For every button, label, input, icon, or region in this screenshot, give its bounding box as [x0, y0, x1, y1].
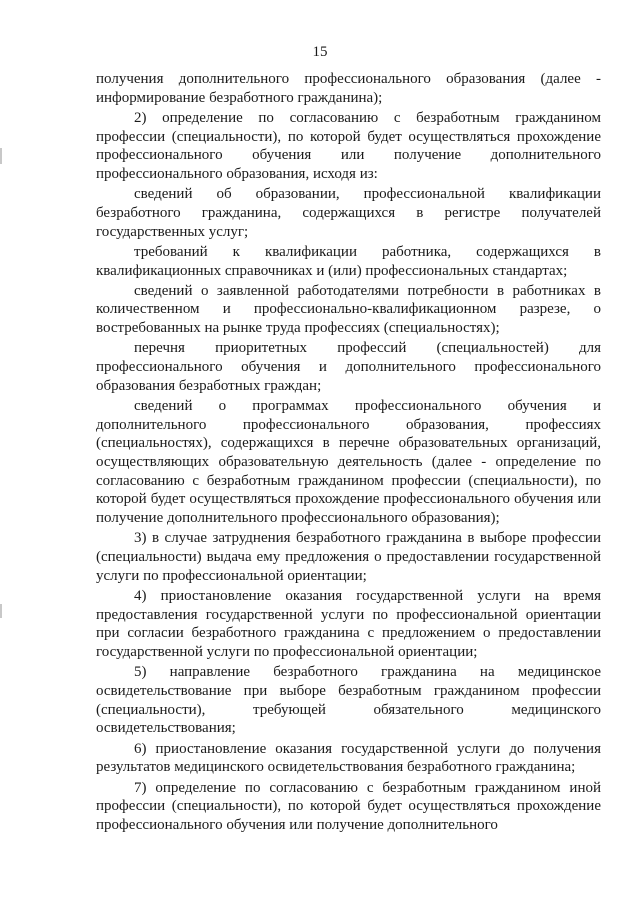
- paragraph-item-4: 4) приостановление оказания государственной услуги на время предоставления государственной услуги по профессиональной ориентации при согласии безработного гражданина с предложением о предоставлении государственной услуги по профессиональной ориентации;: [96, 587, 601, 661]
- paragraph-continuation: получения дополнительного профессионального образования (далее - информирование безработного гражданина);: [96, 71, 601, 106]
- paragraph-item-5: 5) направление безработного гражданина на медицинское освидетельствование при выборе безработным гражданином профессии (специальности), требующей обязательного медицинского освидетельствования;: [96, 664, 601, 737]
- paragraph-sub-priority: перечня приоритетных профессий (специальностей) для профессионального обучения и дополнительного профессионального образования безработных граждан;: [96, 340, 601, 394]
- paragraph-item-7: 7) определение по согласованию с безработным гражданином иной профессии (специальности), по которой будет осуществляться прохождение профессионального обучения или получение дополнительного: [96, 779, 601, 833]
- paragraph-sub-programs: сведений о программах профессионального обучения и дополнительного профессионального образования, профессиях (специальностях), содержащихся в перечне образовательных организаций, осуществляющих образовательную деятельность (далее - определение по согласованию с безработным гражданином профессии (специальности), по которой будет осуществляться прохождение профессионального обучения или получение дополнительного профессионального образования);: [96, 397, 601, 527]
- paragraph-item-2: 2) определение по согласованию с безработным гражданином профессии (специальности), по которой будет осуществляться прохождение профессионального обучения или получение дополнительного профессионального образования, исходя из:: [96, 109, 601, 183]
- document-body: [96, 70, 601, 835]
- paragraph-item-3: 3) в случае затруднения безработного гражданина в выборе профессии (специальности) выдача ему предложения о предоставлении государственной услуги по профессиональной ориентации;: [96, 530, 601, 584]
- paragraph-item-6: 6) приостановление оказания государственной услуги до получения результатов медицинского освидетельствования безработного гражданина;: [96, 740, 601, 776]
- paragraph-sub-demand: сведений о заявленной работодателями потребности в работниках в количественном и профессионально-квалификационном разрезе, о востребованных на рынке труда профессиях (специальностях);: [96, 282, 601, 337]
- scan-edge-mark: [0, 604, 2, 618]
- paragraph-sub-education: сведений об образовании, профессиональной квалификации безработного гражданина, содержащихся в регистре получателей государственных услуг;: [96, 186, 601, 240]
- paragraph-sub-qualification: требований к квалификации работника, содержащихся в квалификационных справочниках и (или) профессиональных стандартах;: [96, 243, 601, 279]
- page-number: 15: [312, 44, 328, 60]
- scan-edge-mark: [0, 148, 2, 164]
